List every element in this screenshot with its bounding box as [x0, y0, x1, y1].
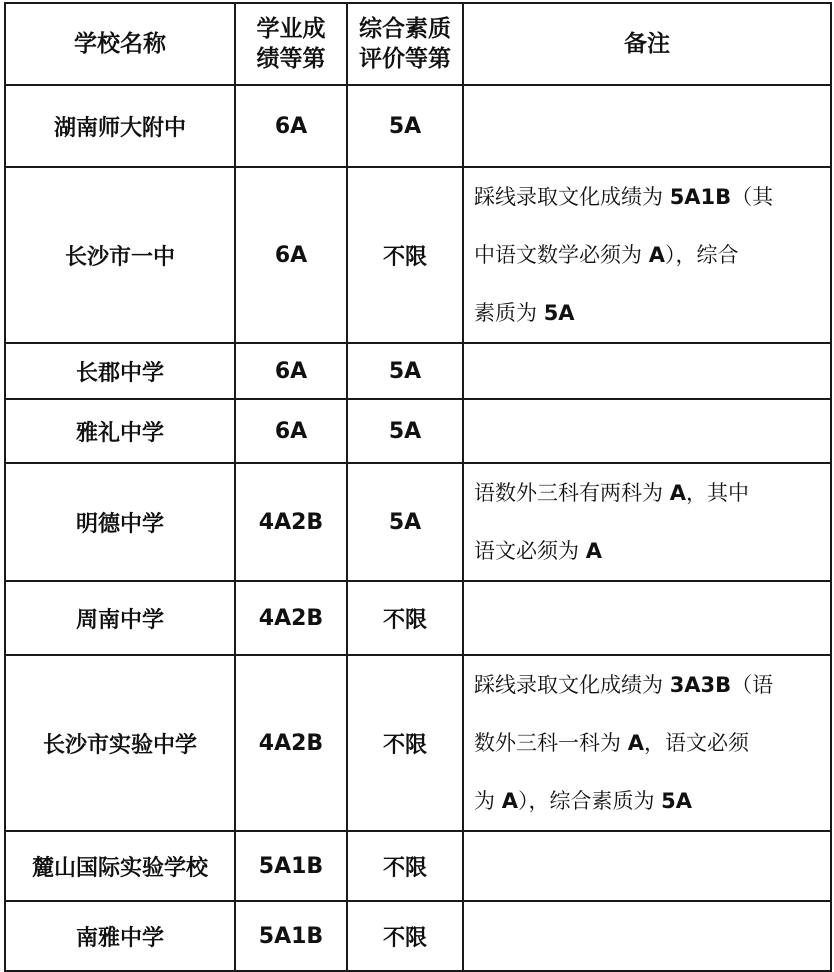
school-cell: 雅礼中学: [5, 399, 235, 463]
note-cell: [463, 463, 831, 581]
note-segment: A: [585, 539, 602, 563]
header-row: [5, 3, 831, 85]
note-segment: 踩线录取文化成绩为: [474, 185, 670, 209]
note-cell: [463, 85, 831, 167]
note-line: [474, 464, 822, 522]
note-segment: 5A: [543, 301, 575, 325]
note-line: [474, 522, 822, 580]
note-line: [474, 656, 822, 714]
table-row: [5, 85, 831, 167]
header-quality: [347, 3, 463, 85]
note-segment: （其: [731, 185, 774, 209]
quality-grade-cell: 不限: [347, 167, 463, 343]
table-row: [5, 655, 831, 831]
academic-grade-cell: 4A2B: [235, 581, 347, 655]
quality-grade-cell: 5A: [347, 343, 463, 399]
note-segment: （语: [731, 673, 774, 697]
header-note-label: 备注: [624, 31, 670, 57]
header-note: [463, 3, 831, 85]
note-segment: 中语文数学必须为: [474, 243, 649, 267]
table-row: [5, 463, 831, 581]
note-cell: [463, 831, 831, 901]
note-segment: 为: [474, 789, 502, 813]
academic-grade-cell: 6A: [235, 167, 347, 343]
header-academic-line1: 学业成: [256, 16, 326, 42]
note-segment: 语数外三科有两科为: [474, 481, 670, 505]
table-row: [5, 831, 831, 901]
note-line: [474, 714, 822, 772]
note-segment: 素质为: [474, 301, 544, 325]
note-segment: 语文必须为: [474, 539, 586, 563]
quality-grade-cell: 5A: [347, 85, 463, 167]
school-cell: 长郡中学: [5, 343, 235, 399]
note-segment: 3A3B: [669, 673, 732, 697]
header-academic-line2: 绩等第: [256, 46, 326, 72]
note-segment: A: [501, 789, 518, 813]
note-line: [474, 168, 822, 226]
note-cell: [463, 581, 831, 655]
note-cell: [463, 399, 831, 463]
quality-grade-cell: 5A: [347, 463, 463, 581]
academic-grade-cell: 6A: [235, 399, 347, 463]
school-cell: 周南中学: [5, 581, 235, 655]
table-row: [5, 399, 831, 463]
note-cell: [463, 167, 831, 343]
quality-grade-cell: 不限: [347, 655, 463, 831]
school-cell: 明德中学: [5, 463, 235, 581]
school-cell: 长沙市实验中学: [5, 655, 235, 831]
note-segment: A: [627, 731, 644, 755]
school-cell: 长沙市一中: [5, 167, 235, 343]
header-academic: [235, 3, 347, 85]
note-line: [474, 772, 822, 830]
quality-grade-cell: 不限: [347, 581, 463, 655]
note-segment: ），综合: [664, 243, 739, 267]
quality-grade-cell: 不限: [347, 831, 463, 901]
note-segment: ，其中: [685, 481, 749, 505]
table-row: [5, 581, 831, 655]
note-segment: A: [669, 481, 686, 505]
note-cell: [463, 343, 831, 399]
school-cell: 湖南师大附中: [5, 85, 235, 167]
note-segment: 5A: [661, 789, 693, 813]
quality-grade-cell: 不限: [347, 901, 463, 971]
academic-grade-cell: 6A: [235, 343, 347, 399]
note-segment: A: [648, 243, 665, 267]
academic-grade-cell: 5A1B: [235, 901, 347, 971]
academic-grade-cell: 5A1B: [235, 831, 347, 901]
note-segment: ，语文必须: [643, 731, 749, 755]
note-line: [474, 284, 822, 342]
academic-grade-cell: 6A: [235, 85, 347, 167]
academic-grade-cell: 4A2B: [235, 655, 347, 831]
header-school: [5, 3, 235, 85]
admission-table: [4, 2, 832, 972]
quality-grade-cell: 5A: [347, 399, 463, 463]
school-cell: 南雅中学: [5, 901, 235, 971]
note-cell: [463, 655, 831, 831]
header-school-label: 学校名称: [74, 31, 166, 57]
academic-grade-cell: 4A2B: [235, 463, 347, 581]
note-segment: 5A1B: [669, 185, 732, 209]
note-cell: [463, 901, 831, 971]
header-quality-line2: 评价等第: [359, 46, 451, 72]
school-cell: 麓山国际实验学校: [5, 831, 235, 901]
note-segment: 踩线录取文化成绩为: [474, 673, 670, 697]
table-row: [5, 343, 831, 399]
table-row: [5, 901, 831, 971]
note-line: [474, 226, 822, 284]
table-row: [5, 167, 831, 343]
header-quality-line1: 综合素质: [359, 16, 451, 42]
note-segment: 数外三科一科为: [474, 731, 628, 755]
note-segment: ），综合素质为: [517, 789, 662, 813]
